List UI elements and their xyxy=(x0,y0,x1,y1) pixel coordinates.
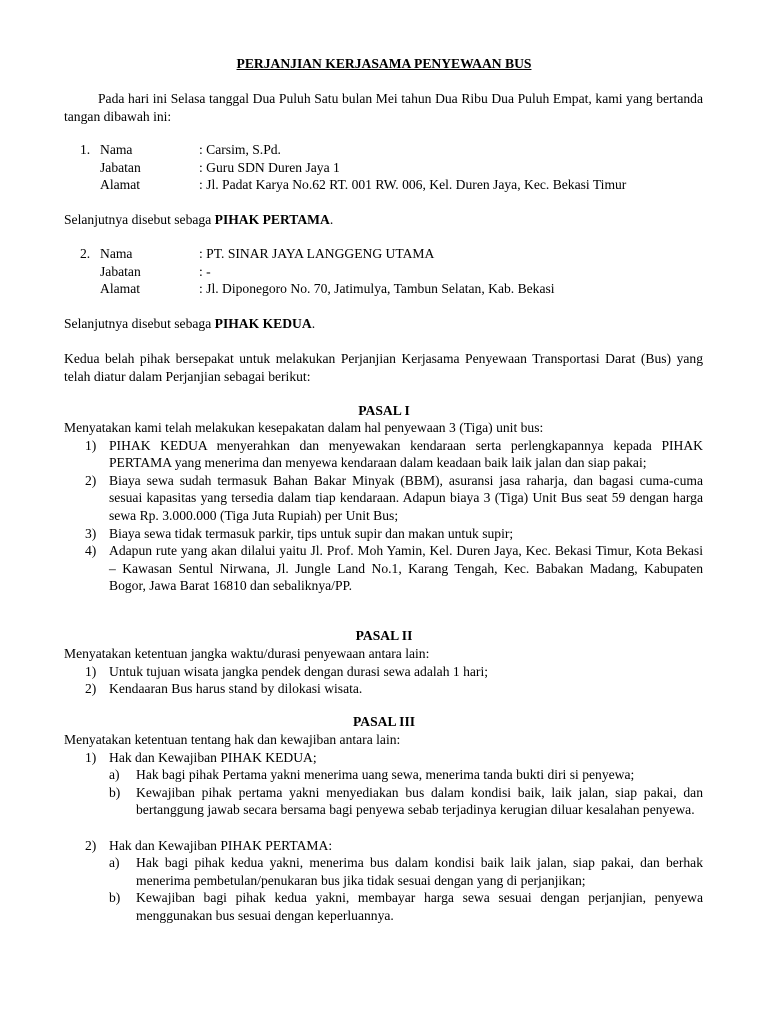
party-1-nama: : Carsim, S.Pd. xyxy=(199,142,281,157)
party-1-nama-label: Nama xyxy=(100,142,133,157)
agreement-paragraph: Kedua belah pihak bersepakat untuk melakukan Perjanjian Kerjasama Penyewaan Transportasi Darat (Bus) yang telah diatur dalam Perjanjian sebagai berikut: xyxy=(64,351,703,384)
list-item: 4) Adapun rute yang akan dilalui yaitu Jl. Prof. Moh Yamin, Kel. Duren Jaya, Kec. Bekasi Timur, Kota Bekasi – Kawasan Sentul Nirwana, Jl. Jungle Land No.1, Karang Tengah, Kec. Babakan Madang, Kabupaten Bogor, Jawa Barat 16810 dan sebaliknya/PP. xyxy=(85,543,703,594)
list-item: 1) Untuk tujuan wisata jangka pendek dengan durasi sewa adalah 1 hari; xyxy=(85,663,488,679)
intro-paragraph: Pada hari ini Selasa tanggal Dua Puluh Satu bulan Mei tahun Dua Ribu Dua Puluh Empat, kami yang bertanda tangan dibawah ini: xyxy=(64,91,703,124)
sub-list-item: b) Kewajiban bagi pihak kedua yakni, membayar harga sewa sesuai dengan perjanjian, penyewa menggunakan bus sesuai dengan keperluannya. xyxy=(109,890,703,923)
party-1-jabatan-label: Jabatan xyxy=(100,159,141,175)
pasal-1-section xyxy=(64,419,703,595)
pasal-3-heading: PASAL III xyxy=(352,714,416,729)
party-1-reference: Selanjutnya disebut sebaga PIHAK PERTAMA. xyxy=(64,212,334,227)
sub-list-item: a) Hak bagi pihak Pertama yakni menerima uang sewa, menerima tanda bukti diri si penyewa; xyxy=(109,767,635,783)
party-2-number: 2. xyxy=(80,246,91,261)
pasal-3-section xyxy=(64,731,703,925)
party-2-alamat-label: Alamat xyxy=(100,281,141,297)
pasal-3-lead: Menyatakan ketentuan tentang hak dan kewajiban antara lain: xyxy=(64,732,401,747)
party-1 xyxy=(0,141,700,194)
list-item: 1) Hak dan Kewajiban PIHAK KEDUA; xyxy=(85,749,317,765)
list-item: 2) Kendaaran Bus harus stand by dilokasi wisata. xyxy=(85,681,363,697)
party-2 xyxy=(0,245,700,298)
party-1-alamat-label: Alamat xyxy=(100,177,141,193)
pasal-2-section xyxy=(64,645,703,698)
party-2-jabatan-label: Jabatan xyxy=(100,263,141,279)
party-2-nama: : PT. SINAR JAYA LANGGENG UTAMA xyxy=(199,246,435,261)
sub-list-item: b) Kewajiban pihak pertama yakni menyediakan bus dalam kondisi baik, laik jalan, siap pakai, dan bertanggung jawab secara bersama bagi penyewa sebab terjadinya kerugian diluar kesalahan penyewa. xyxy=(109,784,703,818)
party-2-nama-label: Nama xyxy=(100,246,133,261)
party-1-alamat: : Jl. Padat Karya No.62 RT. 001 RW. 006, Kel. Duren Jaya, Kec. Bekasi Timur xyxy=(199,177,627,193)
list-item: 2) Biaya sewa sudah termasuk Bahan Bakar Minyak (BBM), asuransi jasa raharja, dan bagasi cuma-cuma sesuai kapasitas yang tersedia dalam tiap kendaraan. Adapun biaya 3 (Tiga) Unit Bus seat 59 dengan harga sewa Rp. 3.000.000 (Tiga Juta Rupiah) per Unit Bus; xyxy=(85,472,703,523)
list-item: 3) Biaya sewa tidak termasuk parkir, tips untuk supir dan makan untuk supir; xyxy=(85,525,514,541)
list-item: 2) Hak dan Kewajiban PIHAK PERTAMA: xyxy=(85,837,333,853)
pasal-2-lead: Menyatakan ketentuan jangka waktu/durasi penyewaan antara lain: xyxy=(64,646,430,661)
list-item: 1) PIHAK KEDUA menyerahkan dan menyewakan kendaraan serta perlengkapannya kepada PIHAK PERTAMA yang menerima dan menyewa kendaraan dalam keadaan baik laik jalan dan siap pakai; xyxy=(85,437,703,471)
document-title: PERJANJIAN KERJASAMA PENYEWAAN BUS xyxy=(236,56,532,71)
party-1-jabatan: : Guru SDN Duren Jaya 1 xyxy=(199,159,340,175)
pasal-1-lead: Menyatakan kami telah melakukan kesepakatan dalam hal penyewaan 3 (Tiga) unit bus: xyxy=(64,420,544,435)
pihak-kedua-label: PIHAK KEDUA xyxy=(214,316,312,331)
party-2-reference: Selanjutnya disebut sebaga PIHAK KEDUA. xyxy=(64,316,316,331)
party-2-jabatan: : - xyxy=(199,263,211,279)
party-2-alamat: : Jl. Diponegoro No. 70, Jatimulya, Tambun Selatan, Kab. Bekasi xyxy=(199,281,555,297)
pasal-1-heading: PASAL I xyxy=(358,403,410,418)
party-1-number: 1. xyxy=(80,142,91,157)
pasal-2-heading: PASAL II xyxy=(355,628,413,643)
sub-list-item: a) Hak bagi pihak kedua yakni, menerima bus dalam kondisi baik laik jalan, siap pakai, dan berhak menerima pembetulan/penukaran bus jika tidak sesuai dengan yang di perjanjikan; xyxy=(109,855,703,888)
pihak-pertama-label: PIHAK PERTAMA xyxy=(214,212,330,227)
